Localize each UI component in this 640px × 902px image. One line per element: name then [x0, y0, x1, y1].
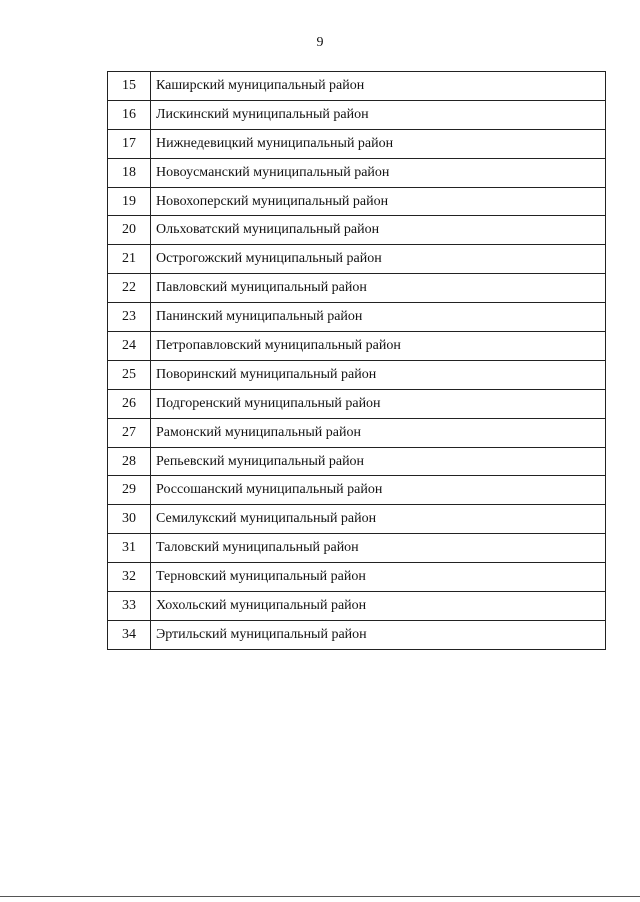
page-bottom-rule	[0, 896, 640, 897]
row-number: 18	[108, 158, 151, 187]
row-number: 15	[108, 72, 151, 101]
row-number: 16	[108, 100, 151, 129]
table-row	[108, 129, 606, 158]
district-name: Эртильский муниципальный район	[151, 620, 606, 649]
row-number: 32	[108, 563, 151, 592]
row-number: 20	[108, 216, 151, 245]
district-name: Панинский муниципальный район	[151, 303, 606, 332]
district-name: Павловский муниципальный район	[151, 274, 606, 303]
district-name: Новохоперский муниципальный район	[151, 187, 606, 216]
table-row	[108, 389, 606, 418]
table-row	[108, 303, 606, 332]
row-number: 24	[108, 332, 151, 361]
row-number: 25	[108, 360, 151, 389]
row-number: 28	[108, 447, 151, 476]
table-row	[108, 360, 606, 389]
table-row	[108, 505, 606, 534]
row-number: 29	[108, 476, 151, 505]
row-number: 31	[108, 534, 151, 563]
table-row	[108, 534, 606, 563]
table-row	[108, 216, 606, 245]
page-number: 9	[316, 35, 324, 50]
table-row	[108, 620, 606, 649]
row-number: 23	[108, 303, 151, 332]
district-name: Нижнедевицкий муниципальный район	[151, 129, 606, 158]
table-row	[108, 72, 606, 101]
row-number: 26	[108, 389, 151, 418]
district-name: Россошанский муниципальный район	[151, 476, 606, 505]
district-name: Семилукский муниципальный район	[151, 505, 606, 534]
table-row	[108, 187, 606, 216]
district-name: Репьевский муниципальный район	[151, 447, 606, 476]
row-number: 21	[108, 245, 151, 274]
district-name: Таловский муниципальный район	[151, 534, 606, 563]
district-name: Острогожский муниципальный район	[151, 245, 606, 274]
district-name: Хохольский муниципальный район	[151, 592, 606, 621]
table-row	[108, 332, 606, 361]
district-name: Каширский муниципальный район	[151, 72, 606, 101]
table-row	[108, 592, 606, 621]
table-row	[108, 418, 606, 447]
table-row	[108, 245, 606, 274]
district-name: Рамонский муниципальный район	[151, 418, 606, 447]
districts-table-body	[108, 72, 606, 650]
district-name: Поворинский муниципальный район	[151, 360, 606, 389]
district-name: Терновский муниципальный район	[151, 563, 606, 592]
table-row	[108, 274, 606, 303]
row-number: 19	[108, 187, 151, 216]
table-row	[108, 158, 606, 187]
district-name: Ольховатский муниципальный район	[151, 216, 606, 245]
table-row	[108, 100, 606, 129]
table-row	[108, 563, 606, 592]
row-number: 34	[108, 620, 151, 649]
district-name: Новоусманский муниципальный район	[151, 158, 606, 187]
table-row	[108, 447, 606, 476]
row-number: 30	[108, 505, 151, 534]
row-number: 33	[108, 592, 151, 621]
row-number: 22	[108, 274, 151, 303]
district-name: Подгоренский муниципальный район	[151, 389, 606, 418]
row-number: 27	[108, 418, 151, 447]
district-name: Лискинский муниципальный район	[151, 100, 606, 129]
row-number: 17	[108, 129, 151, 158]
district-name: Петропавловский муниципальный район	[151, 332, 606, 361]
districts-table	[107, 71, 606, 650]
table-row	[108, 476, 606, 505]
